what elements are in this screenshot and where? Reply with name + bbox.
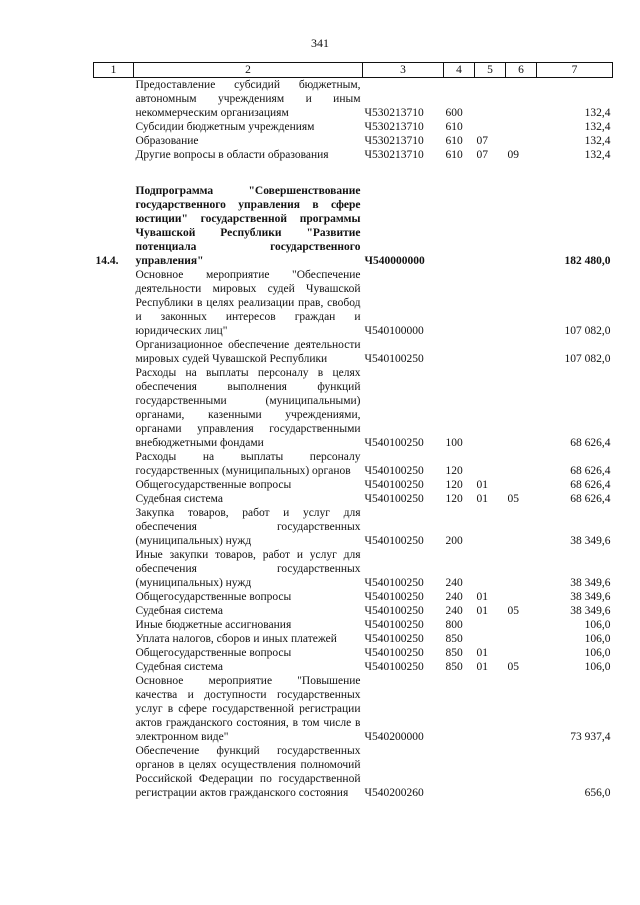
row-name-cell: Субсидии бюджетным учреждениям [135,121,315,133]
row-name-cell: Уплата налогов, сборов и иных платежей [135,633,337,645]
table-row [94,674,613,744]
table-row [94,632,613,646]
expense-type-cell [444,268,475,338]
target-code-cell: Ч540100250 [364,577,424,589]
amount-cell: 182 480,0 [564,255,611,267]
column-header-6: 6 [506,63,537,78]
amount-cell: 132,4 [584,135,611,147]
row-name-cell: Общегосударственные вопросы [135,647,292,659]
spacer-cell [134,162,363,184]
expense-type-cell [444,674,475,744]
expense-type-cell [444,184,475,268]
section-cell [475,632,506,646]
target-code-cell: Ч540100250 [364,479,424,491]
row-number-cell [94,604,134,618]
row-number-cell [94,646,134,660]
section-cell [475,618,506,632]
section-cell: 01 [476,605,488,617]
expense-type-cell: 200 [445,535,463,547]
row-number-cell [94,148,134,162]
table-row [94,604,613,618]
amount-cell: 106,0 [584,647,611,659]
table-row [94,590,613,604]
expense-type-cell: 240 [445,591,463,603]
amount-cell: 68 626,4 [570,465,611,477]
column-header-7: 7 [537,63,613,78]
row-number-cell [94,618,134,632]
expense-type-cell: 100 [445,437,463,449]
column-header-2: 2 [134,63,363,78]
amount-cell: 68 626,4 [570,493,611,505]
row-number-cell [94,660,134,674]
expense-type-cell: 800 [445,619,463,631]
expense-type-cell: 600 [445,107,463,119]
amount-cell: 68 626,4 [570,479,611,491]
row-name-cell: Другие вопросы в области образования [135,149,329,161]
expense-type-cell: 240 [445,605,463,617]
amount-cell: 38 349,6 [570,535,611,547]
amount-cell: 106,0 [584,633,611,645]
row-number-cell [94,120,134,134]
table-row [94,478,613,492]
subsection-cell [506,120,537,134]
table-row [94,120,613,134]
subsection-cell [506,632,537,646]
subsection-cell [506,338,537,366]
target-code-cell: Ч540100250 [364,633,424,645]
target-code-cell: Ч530213710 [364,121,424,133]
row-number-cell [94,268,134,338]
subsection-cell [506,184,537,268]
subsection-cell: 05 [507,605,519,617]
target-code-cell: Ч540100250 [364,535,424,547]
row-number-cell: 14.4. [95,255,119,267]
expense-type-cell: 850 [445,661,463,673]
target-code-cell: Ч540100250 [364,619,424,631]
target-code-cell: Ч540100250 [364,353,424,365]
amount-cell: 106,0 [584,661,611,673]
table-row [94,148,613,162]
section-cell [475,674,506,744]
target-code-cell: Ч540200260 [364,787,424,799]
row-number-cell [94,492,134,506]
table-row [94,268,613,338]
spacer-cell [94,162,134,184]
subsection-cell [506,618,537,632]
row-name-cell: Организационное обеспечение деятельности мировых судей Чувашской Республики [135,339,361,365]
table-header-row [94,63,613,78]
row-number-cell [94,366,134,450]
spacer-row [94,162,613,184]
row-name-cell: Судебная система [135,661,223,673]
subsection-cell [506,506,537,548]
spacer-cell [475,162,506,184]
amount-cell: 73 937,4 [570,731,611,743]
subsection-cell [506,450,537,478]
subsection-cell [506,78,537,121]
row-name-cell: Закупка товаров, работ и услуг для обеспечения государственных (муниципальных) нужд [135,507,361,547]
column-header-3: 3 [363,63,444,78]
section-cell: 01 [476,479,488,491]
row-number-cell [94,548,134,590]
row-name-cell: Иные закупки товаров, работ и услуг для обеспечения государственных (муниципальных) нужд [135,549,361,589]
amount-cell: 656,0 [584,787,611,799]
spacer-cell [444,162,475,184]
row-number-cell [94,674,134,744]
section-cell: 01 [476,647,488,659]
amount-cell: 38 349,6 [570,591,611,603]
section-cell: 07 [476,149,488,161]
row-name-cell: Расходы на выплаты персоналу государственных (муниципальных) органов [135,451,361,477]
row-name-cell: Общегосударственные вопросы [135,479,292,491]
expense-type-cell: 120 [445,465,463,477]
row-number-cell [94,78,134,121]
amount-cell: 68 626,4 [570,437,611,449]
expense-type-cell: 610 [445,149,463,161]
row-number-cell [94,338,134,366]
target-code-cell: Ч540100250 [364,493,424,505]
expense-type-cell: 850 [445,633,463,645]
table-row [94,492,613,506]
row-name-cell: Судебная система [135,605,223,617]
amount-cell: 106,0 [584,619,611,631]
row-number-cell [94,506,134,548]
target-code-cell: Ч540200000 [364,731,424,743]
row-name-cell: Общегосударственные вопросы [135,591,292,603]
subsection-cell [506,646,537,660]
target-code-cell: Ч540100250 [364,591,424,603]
expense-type-cell [444,338,475,366]
row-name-cell: Судебная система [135,493,223,505]
row-name-cell: Образование [135,135,199,147]
spacer-cell [537,162,613,184]
row-number-cell [94,450,134,478]
target-code-cell: Ч540100250 [364,465,424,477]
section-cell [475,338,506,366]
row-name-cell: Основное мероприятие "Обеспечение деятельности мировых судей Чувашской Республики в целях реализации прав, свобод и законных интересов граждан и юридических лиц" [135,269,361,337]
subsection-cell: 09 [507,149,519,161]
section-cell: 01 [476,493,488,505]
column-header-4: 4 [444,63,475,78]
table-row [94,506,613,548]
amount-cell: 38 349,6 [570,577,611,589]
page-number: 341 [311,36,329,50]
subsection-cell [506,134,537,148]
table-row [94,78,613,121]
table-row [94,134,613,148]
subsection-cell [506,548,537,590]
section-cell [475,744,506,800]
row-number-cell [94,632,134,646]
section-cell [475,450,506,478]
section-cell: 01 [476,661,488,673]
expense-type-cell [444,744,475,800]
budget-table [93,62,613,800]
table-row [94,618,613,632]
table-row [94,338,613,366]
row-number-cell [94,478,134,492]
row-name-cell: Иные бюджетные ассигнования [135,619,292,631]
row-name-cell: Обеспечение функций государственных органов в целях осуществления полномочий Российской Федерации по государственной регистрации актов гражданского состояния [135,745,361,799]
section-cell [475,78,506,121]
subsection-cell [506,366,537,450]
subsection-cell [506,268,537,338]
table-row [94,184,613,268]
row-name-cell: Предоставление субсидий бюджетным, автономным учреждениям и иным некоммерческим организациям [135,79,361,119]
target-code-cell: Ч530213710 [364,107,424,119]
section-cell: 07 [476,135,488,147]
row-number-cell [94,590,134,604]
target-code-cell: Ч540100000 [364,325,424,337]
target-code-cell: Ч540000000 [364,255,425,267]
amount-cell: 132,4 [584,121,611,133]
table-row [94,548,613,590]
column-header-5: 5 [475,63,506,78]
section-cell [475,366,506,450]
table-row [94,646,613,660]
expense-type-cell: 120 [445,479,463,491]
target-code-cell: Ч530213710 [364,149,424,161]
section-cell [475,268,506,338]
table-row [94,660,613,674]
section-cell [475,506,506,548]
row-number-cell [94,134,134,148]
table-row [94,366,613,450]
amount-cell: 132,4 [584,149,611,161]
section-cell [475,548,506,590]
row-name-cell: Основное мероприятие "Повышение качества и доступности государственных услуг в сфере государственной регистрации актов гражданского состояния, в том числе в электронном виде" [135,675,361,743]
spacer-cell [506,162,537,184]
target-code-cell: Ч540100250 [364,661,424,673]
column-header-1: 1 [94,63,134,78]
expense-type-cell: 610 [445,121,463,133]
row-number-cell [94,744,134,800]
amount-cell: 107 082,0 [564,353,611,365]
table-row [94,450,613,478]
amount-cell: 38 349,6 [570,605,611,617]
amount-cell: 132,4 [584,107,611,119]
expense-type-cell: 610 [445,135,463,147]
section-cell: 01 [476,591,488,603]
table-row [94,744,613,800]
subsection-cell [506,590,537,604]
subsection-cell [506,478,537,492]
row-name-cell: Расходы на выплаты персоналу в целях обеспечения выполнения функций государственными (муниципальными) органами, казенными учреждениями, органами управления государственными внебюджетными фондами [135,367,361,449]
expense-type-cell: 850 [445,647,463,659]
amount-cell: 107 082,0 [564,325,611,337]
table-body [94,78,613,801]
section-cell [475,120,506,134]
target-code-cell: Ч540100250 [364,647,424,659]
subsection-cell [506,674,537,744]
target-code-cell: Ч540100250 [364,437,424,449]
subsection-cell: 05 [507,661,519,673]
spacer-cell [363,162,444,184]
section-cell [475,184,506,268]
subsection-cell [506,744,537,800]
expense-type-cell: 240 [445,577,463,589]
target-code-cell: Ч540100250 [364,605,424,617]
target-code-cell: Ч530213710 [364,135,424,147]
row-name-cell: Подпрограмма "Совершенствование государственного управления в сфере юстиции" государственной программы Чувашской Республики "Развитие потенциала государственного управления" [135,185,361,267]
subsection-cell: 05 [507,493,519,505]
expense-type-cell: 120 [445,493,463,505]
